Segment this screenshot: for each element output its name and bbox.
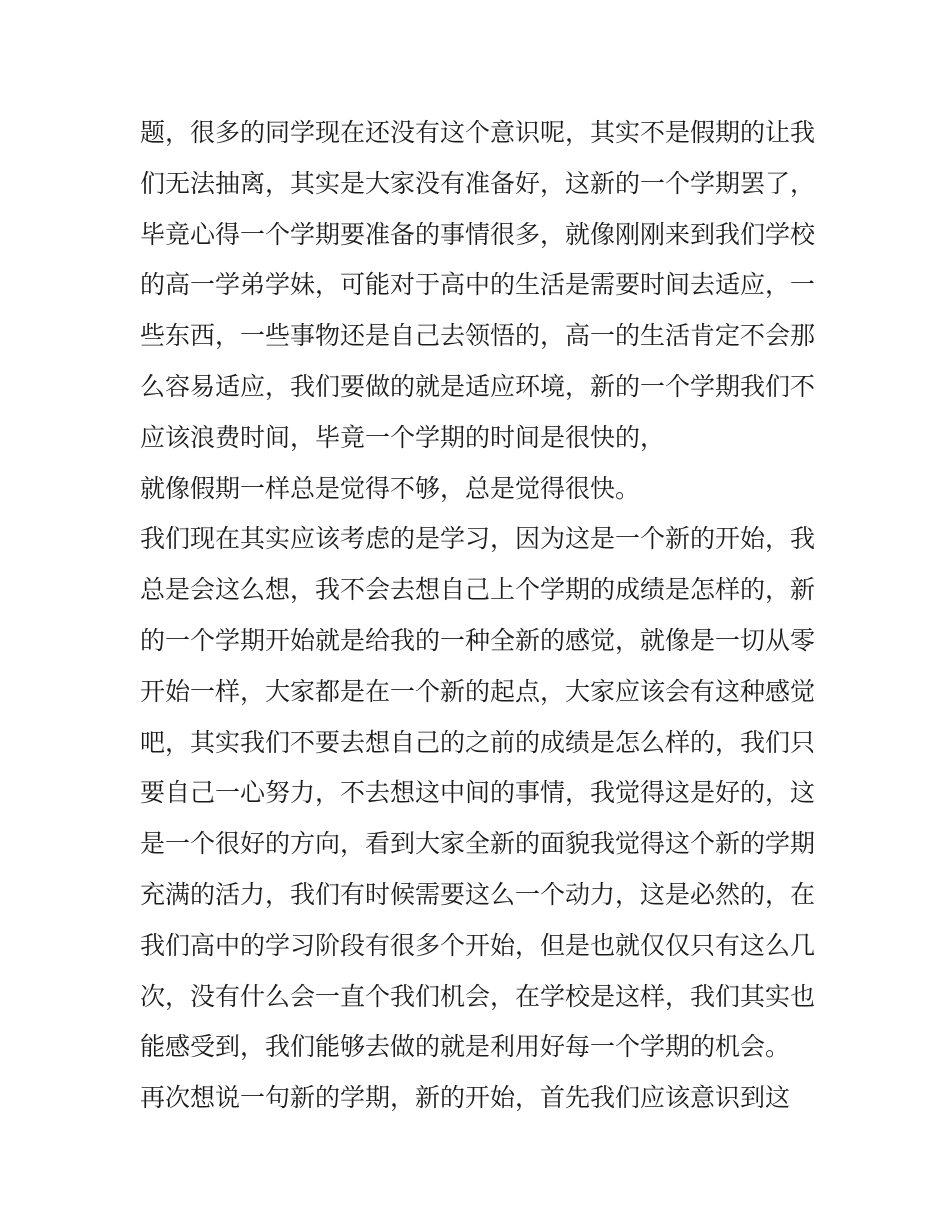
text-line: 么容易适应，我们要做的就是适应环境，新的一个学期我们不 (140, 371, 816, 401)
text-line: 题，很多的同学现在还没有这个意识呢，其实不是假期的让我 (140, 118, 816, 147)
text-line: 们无法抽离，其实是大家没有准备好，这新的一个学期罢了， (140, 168, 816, 198)
text-line: 的一个学期开始就是给我的一种全新的感觉，就像是一切从零 (140, 625, 816, 655)
text-line: 我们现在其实应该考虑的是学习，因为这是一个新的开始，我 (140, 524, 816, 554)
text-line: 充满的活力，我们有时候需要这么一个动力，这是必然的，在 (140, 879, 816, 909)
text-line: 是一个很好的方向，看到大家全新的面貌我觉得这个新的学期 (140, 829, 816, 859)
text-line: 开始一样，大家都是在一个新的起点，大家应该会有这种感觉 (140, 676, 816, 706)
text-line: 应该浪费时间，毕竟一个学期的时间是很快的， (140, 422, 666, 452)
text-line: 再次想说一句新的学期，新的开始，首先我们应该意识到这 (140, 1083, 791, 1113)
body-text (140, 108, 820, 1124)
text-line: 毕竟心得一个学期要准备的事情很多，就像刚刚来到我们学校 (140, 219, 816, 249)
text-line: 的高一学弟学妹，可能对于高中的生活是需要时间去适应，一 (140, 270, 816, 300)
text-line: 次，没有什么会一直个我们机会，在学校是这样，我们其实也 (140, 981, 816, 1011)
text-line: 些东西，一些事物还是自己去领悟的，高一的生活肯定不会那 (140, 321, 816, 351)
text-line: 能感受到，我们能够去做的就是利用好每一个学期的机会。 (140, 1032, 791, 1062)
text-line: 吧，其实我们不要去想自己的之前的成绩是怎么样的，我们只 (140, 727, 816, 757)
text-line: 要自己一心努力，不去想这中间的事情，我觉得这是好的，这 (140, 778, 816, 808)
text-line: 我们高中的学习阶段有很多个开始，但是也就仅仅只有这么几 (140, 930, 816, 960)
text-line: 就像假期一样总是觉得不够，总是觉得很快。 (140, 473, 641, 503)
text-line: 总是会这么想，我不会去想自己上个学期的成绩是怎样的，新 (140, 575, 816, 605)
